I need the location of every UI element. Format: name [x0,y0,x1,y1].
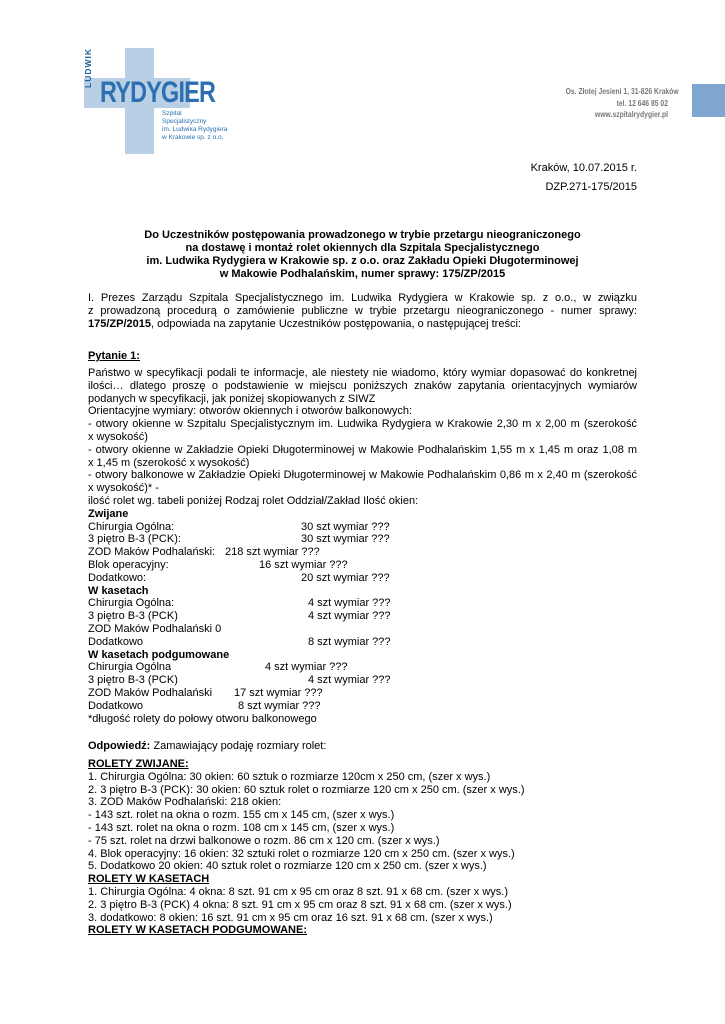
answer-line: 3. ZOD Maków Podhalański: 218 okien: [88,796,282,809]
question-line: podanych w specyfikacji, jak poniżej skopiowanych z SIWZ [88,392,376,405]
website-line: www.szpitalrydygier.pl [594,109,668,119]
section-title-kasety: ROLETY W KASETACH [88,873,210,886]
logo-subtitle-line: Specjalistyczny [162,118,207,125]
row-value: 8 szt wymiar ??? [308,635,391,648]
title-line: im. Ludwika Rydygiera w Krakowie sp. z o.o. oraz Zakładu Opieki Długoterminowej [146,255,579,267]
question-bullet-cont: x 1,45 m (szerokość x wysokość) [88,456,250,469]
question-bullet: - otwory balkonowe w Zakładzie Opieki Długoterminowej w Makowie Podhalańskim 0,86 m x 2,40 m (szerokość [88,469,637,482]
intro-paragraph [88,292,637,330]
group-row [88,610,637,623]
row-value: 4 szt wymiar ??? [308,597,391,610]
row-value: 4 szt wymiar ??? [308,674,391,687]
row-value: 8 szt wymiar ??? [238,699,321,712]
question-body [88,367,637,725]
row-label: Dodatkowo [88,699,144,712]
row-label: 3 piętro B-3 (PCK) [88,610,178,623]
row-label: Chirurgia Ogólna: [88,520,175,533]
logo-subtitle [162,110,227,142]
logo-first-name: LUDWIK [83,48,93,88]
question-line: Państwo w specyfikacji podali te informacje, ale niestety nie wiadomo, który wymiar dopasować do konkretnej [88,367,637,379]
row-label: ZOD Maków Podhalański: [88,546,216,559]
row-value: 20 szt wymiar ??? [301,571,390,584]
answer-intro [88,740,637,753]
intro-line-rest: , odpowiada na zapytanie Uczestników postępowania, o następującej treści: [151,317,521,330]
question-bullet: - otwory okienne w Szpitalu Specjalistycznym im. Ludwika Rydygiera w Krakowie 2,30 m x 2,00 m (szerokość [88,418,637,431]
answer-line: 2. 3 piętro B-3 (PCK): 30 okien: 60 sztuk rolet o rozmiarze 120 cm x 250 cm. (szer x wys.) [88,783,525,796]
group-row [88,597,637,610]
logo-surname: RYDYGIER [100,76,216,109]
intro-line [88,318,637,331]
row-value: 4 szt wymiar ??? [308,610,391,623]
row-value: 30 szt wymiar ??? [301,520,390,533]
answer-line: 1. Chirurgia Ogólna: 4 okna: 8 szt. 91 cm x 95 cm oraz 8 szt. 91 x 68 cm. (szer x wys.) [88,885,508,898]
logo-subtitle-line: w Krakowie sp. z o.o. [162,134,224,141]
title-line: Do Uczestników postępowania prowadzonego w trybie przetargu nieograniczonego [144,229,581,241]
address-line: Os. Złotej Jesieni 1, 31-826 Kraków [565,86,679,96]
question-line: ilości… dlatego proszę o podstawienie w miejscu poniższych znaków zapytania orientacyjnych wymiarów [88,379,637,392]
document-date: Kraków, 10.07.2015 r. [530,162,637,174]
answer-line: 2. 3 piętro B-3 (PCK) 4 okna: 8 szt. 91 cm x 95 cm oraz 8 szt. 91 x 68 cm. (szer x wys.) [88,898,512,911]
document-reference: DZP.271-175/2015 [545,181,637,193]
group-row [88,623,637,636]
row-value: 17 szt wymiar ??? [234,686,323,699]
intro-line: I. Prezes Zarządu Szpitala Specjalistycznego im. Ludwika Rydygiera w Krakowie sp. z o.o., w związku [88,292,637,304]
logo-subtitle-line: im. Ludwika Rydygiera [162,126,228,133]
row-value: 16 szt wymiar ??? [259,558,348,571]
letterhead-corner-block [692,84,725,117]
group-row [88,687,637,700]
row-label: Chirurgia Ogólna: [88,597,175,610]
answer-text: Zamawiający podaję rozmiary rolet: [150,740,327,752]
answer-body [88,758,637,937]
row-label: ZOD Maków Podhalański 0 [88,622,222,635]
row-label: Dodatkowo [88,635,144,648]
letterhead-address [565,86,679,121]
title-line: w Makowie Podhalańskim, numer sprawy: 175/ZP/2015 [219,268,506,280]
question-bullet-cont: x wysokość) [88,430,148,443]
logo-subtitle-line: Szpital [162,110,182,117]
row-label: Dodatkowo: [88,571,147,584]
section-title-podgumowane: ROLETY W KASETACH PODGUMOWANE: [88,924,307,937]
group-row [88,559,637,572]
row-label: 3 piętro B-3 (PCK): [88,533,181,546]
group-row [88,521,637,534]
group-row [88,674,637,687]
case-number: 175/ZP/2015 [88,317,151,330]
question-footnote: *długość rolety do połowy otworu balkonowego [88,712,317,725]
row-value: 30 szt wymiar ??? [301,533,390,546]
section-title-zwijane: ROLETY ZWIJANE: [88,758,189,770]
group-row [88,636,637,649]
row-label: Chirurgia Ogólna [88,661,172,674]
question-heading-text: Pytanie 1: [88,350,140,362]
row-value: 218 szt wymiar ??? [225,546,320,559]
row-value: 4 szt wymiar ??? [265,661,348,674]
answer-line: 1. Chirurgia Ogólna: 30 okien: 60 sztuk o rozmiarze 120cm x 250 cm, (szer x wys.) [88,770,491,783]
answer-line: 3. dodatkowo: 8 okien: 16 szt. 91 cm x 95 cm oraz 16 szt. 91 x 68 cm. (szer x wys.) [88,911,493,924]
document-title [88,229,637,281]
question-line: Orientacyjne wymiary: otworów okiennych i otworów balkonowych: [88,405,413,418]
answer-line: - 75 szt. rolet na drzwi balkonowe o rozm. 86 cm x 120 cm. (szer x wys.) [88,834,440,847]
question-bullet-cont: x wysokość)* - [88,482,159,495]
row-label: Blok operacyjny: [88,558,169,571]
group-title-w-kasetach: W kasetach [88,584,149,597]
answer-line: 5. Dodatkowo 20 okien: 40 sztuk rolet o rozmiarze 120 cm x 250 cm. (szer x wys.) [88,860,487,873]
question-bullet: - otwory okienne w Zakładzie Opieki Długoterminowej w Makowie Podhalańskim 1,55 m x 1,45 m oraz 1,08 m [88,443,637,456]
group-row [88,700,637,713]
row-label: ZOD Maków Podhalański [88,686,213,699]
group-title-podgumowane: W kasetach podgumowane [88,648,230,661]
group-row [88,533,637,546]
group-title-zwijane: Zwijane [88,507,129,520]
group-row [88,546,637,559]
group-row [88,661,637,674]
title-line: na dostawę i montaż rolet okiennych dla Szpitala Specjalistycznego [185,242,540,254]
question-heading [88,350,637,363]
group-row [88,572,637,585]
answer-line: - 143 szt. rolet na okna o rozm. 108 cm x 145 cm, (szer x wys.) [88,821,395,834]
answer-line: 4. Blok operacyjny: 16 okien: 32 sztuki rolet o rozmiarze 120 cm x 250 cm. (szer x wys.) [88,847,515,860]
question-table-intro: ilość rolet wg. tabeli poniżej Rodzaj rolet Oddział/Zakład Ilość okien: [88,494,419,507]
row-label: 3 piętro B-3 (PCK) [88,674,178,687]
answer-label: Odpowiedź: [88,740,151,752]
phone-line: tel. 12 646 85 02 [616,97,668,108]
answer-line: - 143 szt. rolet na okna o rozm. 155 cm x 145 cm, (szer x wys.) [88,809,395,822]
intro-line: z prowadzoną procedurą o zamówienie publiczne w trybie przetargu nieograniczonego - numer sprawy: [88,304,637,317]
